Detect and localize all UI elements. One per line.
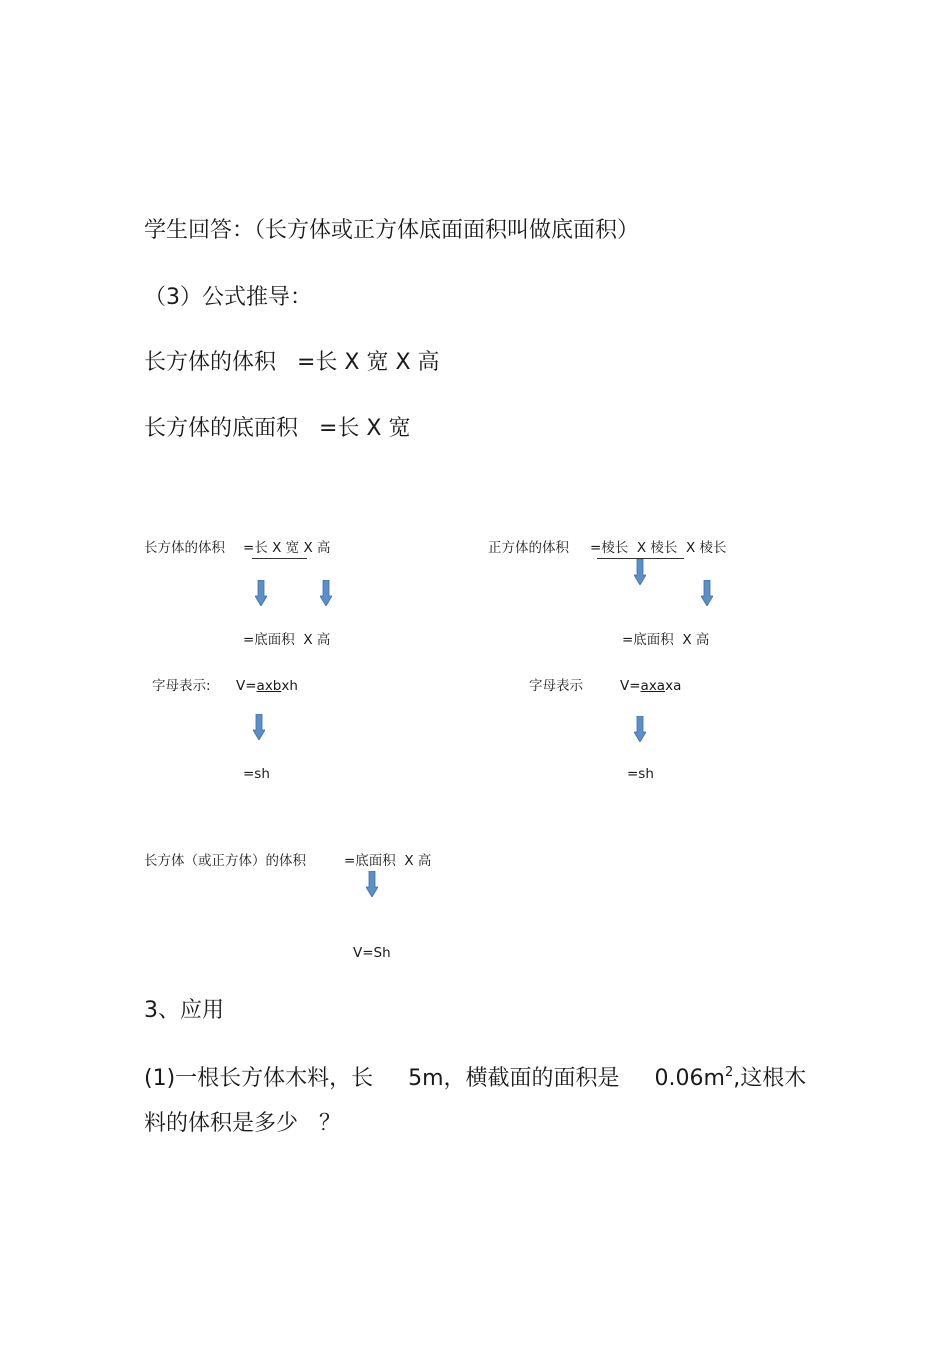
down-arrow-icon — [634, 716, 646, 742]
left-underline — [252, 558, 307, 559]
right-volume-label: 正方体的体积 — [488, 540, 569, 556]
combined-equation: =底面积 X 高 — [344, 853, 432, 869]
cuboid-base-formula: 长方体的底面积 =长 X 宽 — [144, 416, 411, 441]
left-step2: =底面积 X 高 — [243, 632, 331, 648]
down-arrow-icon — [701, 580, 713, 606]
down-arrow-icon — [366, 871, 378, 897]
down-arrow-icon — [253, 714, 265, 740]
left-letter-label: 字母表示: — [152, 678, 211, 694]
down-arrow-icon — [320, 580, 332, 606]
down-arrow-icon — [634, 559, 646, 585]
combined-label: 长方体（或正方体）的体积 — [144, 853, 306, 869]
right-letter-label: 字母表示 — [529, 678, 583, 694]
formula-heading: （3）公式推导： — [144, 285, 312, 310]
left-volume-equation: =长 X 宽 X 高 — [243, 540, 331, 556]
application-problem-line1: (1)一根长方体木料，长 5m，横截面的面积是 $0.06m^2$,这根木 — [144, 1065, 807, 1091]
left-letter-formula: V=axbxh — [236, 678, 298, 694]
application-heading: 3、应用 — [144, 998, 224, 1023]
down-arrow-icon — [255, 580, 267, 606]
student-answer: 学生回答：（长方体或正方体底面面积叫做底面积） — [144, 218, 640, 243]
left-volume-label: 长方体的体积 — [144, 540, 225, 556]
right-letter-formula: V=axaxa — [620, 678, 682, 694]
cuboid-volume-formula: 长方体的体积 =长 X 宽 X 高 — [144, 350, 440, 375]
right-volume-equation: =棱长 X 棱长 X 棱长 — [590, 540, 727, 556]
combined-formula: V=Sh — [353, 945, 391, 961]
right-result: =sh — [627, 766, 654, 782]
application-problem-line2: 料的体积是多少 ？ — [144, 1111, 341, 1136]
left-result: =sh — [243, 766, 270, 782]
right-step2: =底面积 X 高 — [622, 632, 710, 648]
